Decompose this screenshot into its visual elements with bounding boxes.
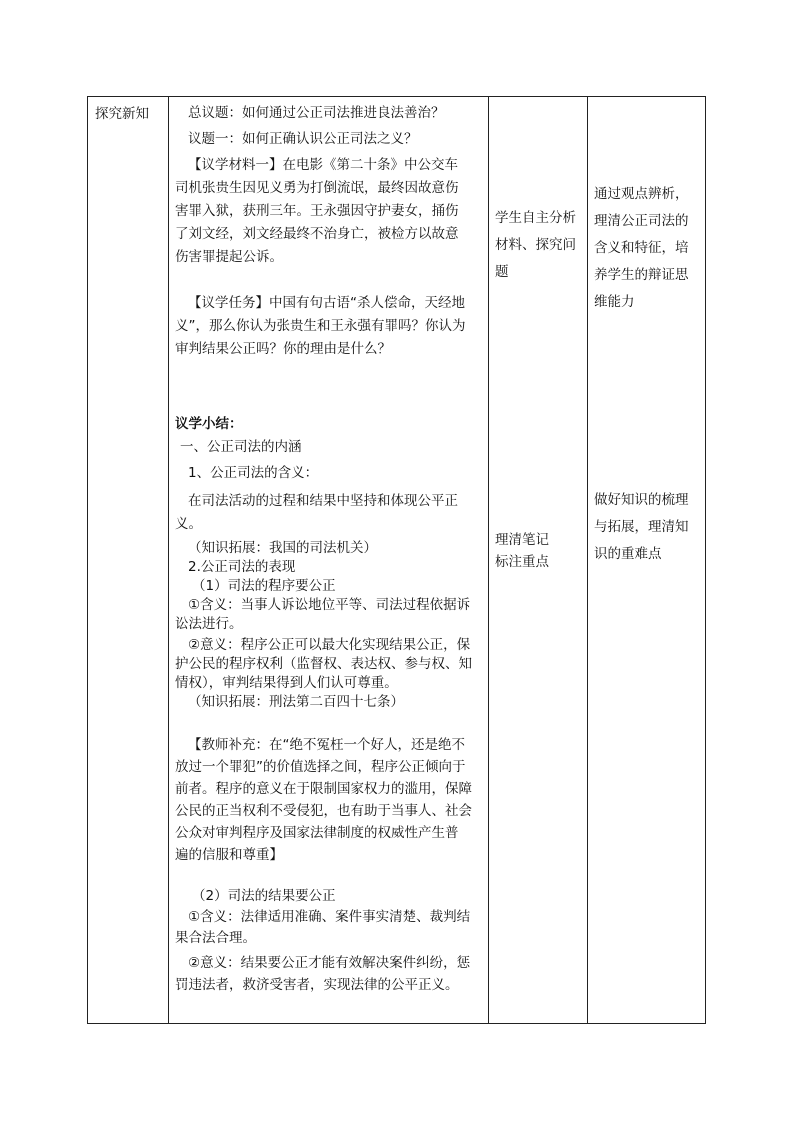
material-line: 伤害罪提起公诉。 [175, 249, 283, 265]
task-line: 审判结果公正吗？你的理由是什么？ [175, 341, 391, 357]
student-activity-2 [495, 529, 585, 573]
teacher-note-line: 前者。程序的意义在于限制国家权力的滥用，保障 [175, 781, 472, 797]
design-intent-line: 通过观点辨析， [594, 186, 689, 202]
knowledge-extension: （知识拓展：我国的司法机关） [188, 540, 377, 556]
lesson-table [87, 96, 706, 1024]
knowledge-extension: （知识拓展：刑法第二百四十七条） [188, 694, 404, 710]
task-block [175, 292, 485, 361]
result-meaning [175, 907, 485, 949]
result-significance [175, 952, 485, 996]
task-line: 义”，那么你认为张贵生和王永强有罪吗？你认为 [175, 318, 466, 334]
result-title: （2）司法的结果要公正 [192, 888, 336, 904]
result-meaning-line: ①含义：法律适用准确、案件事实清楚、裁判结 [188, 909, 471, 925]
material-line: 【议学材料一】在电影《第二十条》中公交车 [188, 157, 458, 173]
procedure-title: （1）司法的程序要公正 [192, 578, 336, 594]
column-divider [587, 97, 588, 1023]
design-intent-line: 与拓展，理清知 [594, 519, 689, 535]
design-intent-line: 识的重难点 [594, 546, 662, 562]
teacher-note-line: 公民的正当权利不受侵犯，也有助于当事人、社会 [175, 803, 472, 819]
column-divider [488, 97, 489, 1023]
teacher-note-line: 放过一个罪犯”的价值选择之间，程序公正倾向于 [175, 759, 466, 775]
teacher-note-line: 【教师补充：在“绝不冤枉一个好人，还是绝不 [188, 737, 465, 753]
meaning-line: 在司法活动的过程和结果中坚持和体现公平正 [188, 493, 458, 509]
sub-topic: 议题一：如何正确认识公正司法之义？ [188, 131, 418, 147]
student-activity-line: 学生自主分析 [495, 210, 576, 226]
student-activity-line: 材料、探究问 [495, 237, 576, 253]
task-line: 【议学任务】中国有句古语“杀人偿命，天经地 [188, 295, 465, 311]
procedure-significance-line: 情权），审判结果得到人们认可尊重。 [175, 675, 398, 691]
meaning-line: 义。 [175, 516, 202, 532]
content-cell [175, 102, 485, 996]
design-intent-1 [594, 181, 704, 316]
section-label: 探究新知 [95, 106, 149, 122]
procedure-significance-line: ②意义：程序公正可以最大化实现结果公正，保 [188, 637, 471, 653]
procedure-meaning-line: ①含义：当事人诉讼地位平等、司法过程依据诉 [188, 597, 471, 613]
result-significance-line: ②意义：结果要公正才能有效解决案件纠纷，惩 [188, 955, 471, 971]
material-line: 司机张贵生因见义勇为打倒流氓，最终因故意伤 [175, 180, 459, 196]
result-meaning-line: 果合法合理。 [175, 930, 256, 946]
main-topic: 总议题：如何通过公正司法推进良法善治？ [188, 105, 445, 121]
column-divider [168, 97, 169, 1023]
meaning-text [175, 490, 485, 536]
material-block [175, 154, 485, 269]
material-line: 害罪入狱，获刑三年。王永强因守护妻女，捅伤 [175, 203, 459, 219]
procedure-meaning [175, 596, 485, 634]
summary-title: 议学小结： [175, 416, 243, 432]
procedure-significance [175, 636, 485, 693]
teacher-note-line: 公众对审判程序及国家法律制度的权威性产生普 [175, 825, 459, 841]
design-intent-line: 养学生的辩证思 [594, 267, 689, 283]
design-intent-line: 维能力 [594, 294, 635, 310]
teacher-note [175, 734, 485, 866]
result-significance-line: 罚违法者，救济受害者，实现法律的公平正义。 [175, 977, 459, 993]
student-activity-line: 标注重点 [495, 554, 549, 570]
procedure-meaning-line: 讼法进行。 [175, 616, 243, 632]
procedure-significance-line: 护公民的程序权利（监督权、表达权、参与权、知 [175, 656, 472, 672]
summary-heading: 一、公正司法的内涵 [180, 439, 302, 455]
design-intent-line: 理清公正司法的 [594, 213, 689, 229]
manifest-title: 2.公正司法的表现 [188, 559, 296, 575]
design-intent-line: 含义和特征，培 [594, 240, 689, 256]
student-activity-line: 理清笔记 [495, 532, 549, 548]
student-activity-line: 题 [495, 264, 509, 280]
teacher-note-line: 遍的信服和尊重】 [175, 847, 283, 863]
design-intent-line: 做好知识的梳理 [594, 492, 689, 508]
student-activity-1 [495, 205, 585, 286]
material-line: 了刘文经，刘文经最终不治身亡，被检方以故意 [175, 226, 459, 242]
meaning-title: 1、公正司法的含义： [188, 465, 319, 481]
design-intent-2 [594, 487, 704, 568]
